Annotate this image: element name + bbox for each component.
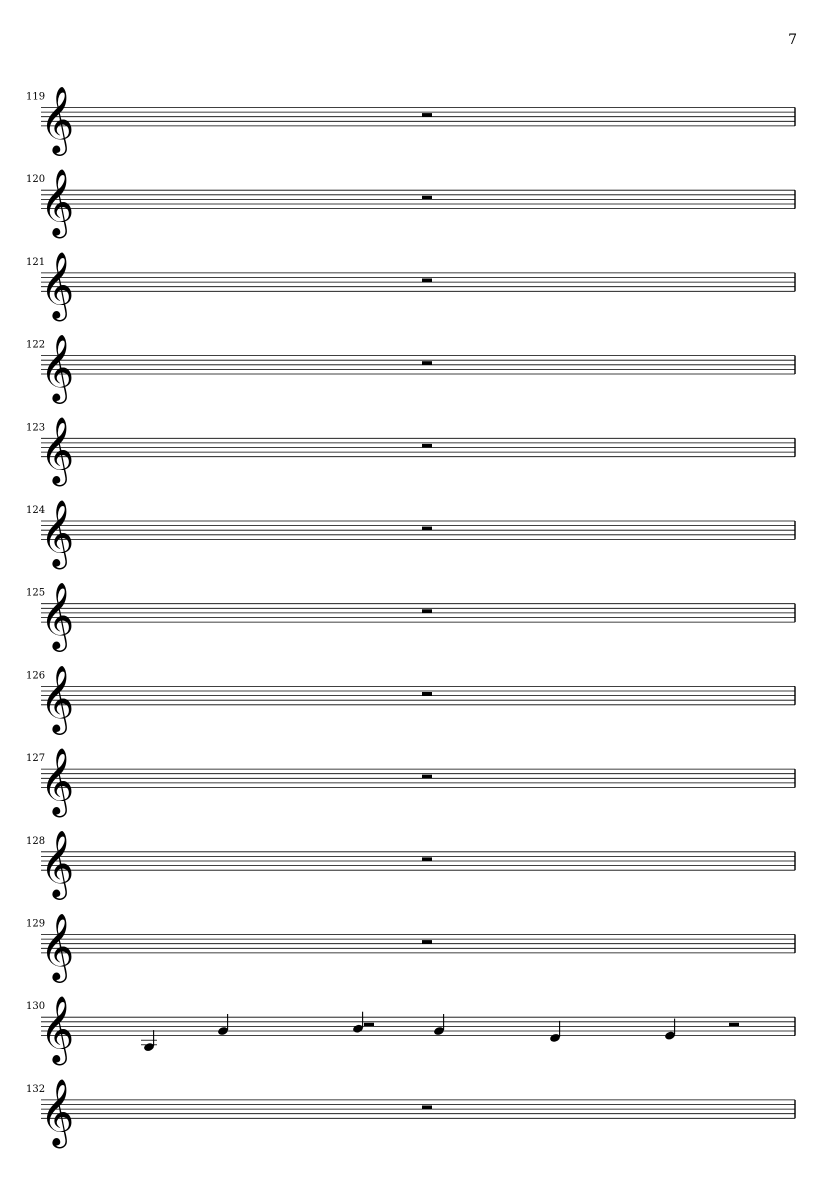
treble-clef-icon: 𝄞 <box>40 581 75 650</box>
staff-system <box>26 912 795 983</box>
staff-system <box>26 333 795 404</box>
half-rest <box>422 857 432 861</box>
staff-system <box>26 416 795 487</box>
staff-system <box>26 829 795 900</box>
measure-number: 125 <box>26 587 46 599</box>
treble-clef-icon: 𝄞 <box>40 498 75 567</box>
measure-number: 126 <box>26 670 46 682</box>
staff-system <box>26 664 795 735</box>
treble-clef-icon: 𝄞 <box>40 663 75 732</box>
half-rest <box>422 527 432 531</box>
measure-number: 128 <box>26 835 46 847</box>
measure-number: 122 <box>26 339 46 351</box>
treble-clef-icon: 𝄞 <box>40 250 75 319</box>
measure-number: 129 <box>26 918 46 930</box>
staff-system <box>26 168 795 239</box>
staff-system <box>26 498 795 569</box>
half-rest <box>422 1106 432 1110</box>
half-rest <box>422 609 432 613</box>
half-rest <box>422 113 432 117</box>
half-rest <box>422 692 432 696</box>
measure-number: 121 <box>26 256 46 268</box>
treble-clef-icon: 𝄞 <box>40 167 75 236</box>
half-rest <box>422 361 432 365</box>
measure-number: 127 <box>26 753 46 765</box>
treble-clef-icon: 𝄞 <box>40 1077 75 1146</box>
treble-clef-icon: 𝄞 <box>40 333 75 401</box>
half-rest <box>364 1023 374 1027</box>
measure-number: 124 <box>26 505 46 516</box>
measure-number: 119 <box>26 91 46 103</box>
half-rest <box>422 940 432 944</box>
treble-clef-icon: 𝄞 <box>40 829 75 898</box>
treble-clef-icon: 𝄞 <box>40 84 75 153</box>
treble-clef-icon: 𝄞 <box>40 746 75 815</box>
half-rest <box>729 1023 739 1027</box>
measure-number: 120 <box>26 174 46 186</box>
staff-system <box>26 1077 795 1148</box>
half-rest <box>422 444 432 448</box>
measure-number: 130 <box>26 1001 46 1013</box>
staff-system <box>26 85 795 156</box>
staff-system <box>26 995 795 1066</box>
staff-system <box>26 747 795 818</box>
page-number: 7 <box>788 32 797 48</box>
treble-clef-icon: 𝄞 <box>40 911 75 980</box>
measure-number: 132 <box>26 1083 46 1095</box>
measure-number: 123 <box>26 422 46 434</box>
staff-system <box>26 250 795 321</box>
staff-system <box>26 581 795 652</box>
treble-clef-icon: 𝄞 <box>40 994 75 1063</box>
half-rest <box>422 279 432 283</box>
half-rest <box>422 196 432 200</box>
half-rest <box>422 775 432 779</box>
treble-clef-icon: 𝄞 <box>40 415 75 484</box>
